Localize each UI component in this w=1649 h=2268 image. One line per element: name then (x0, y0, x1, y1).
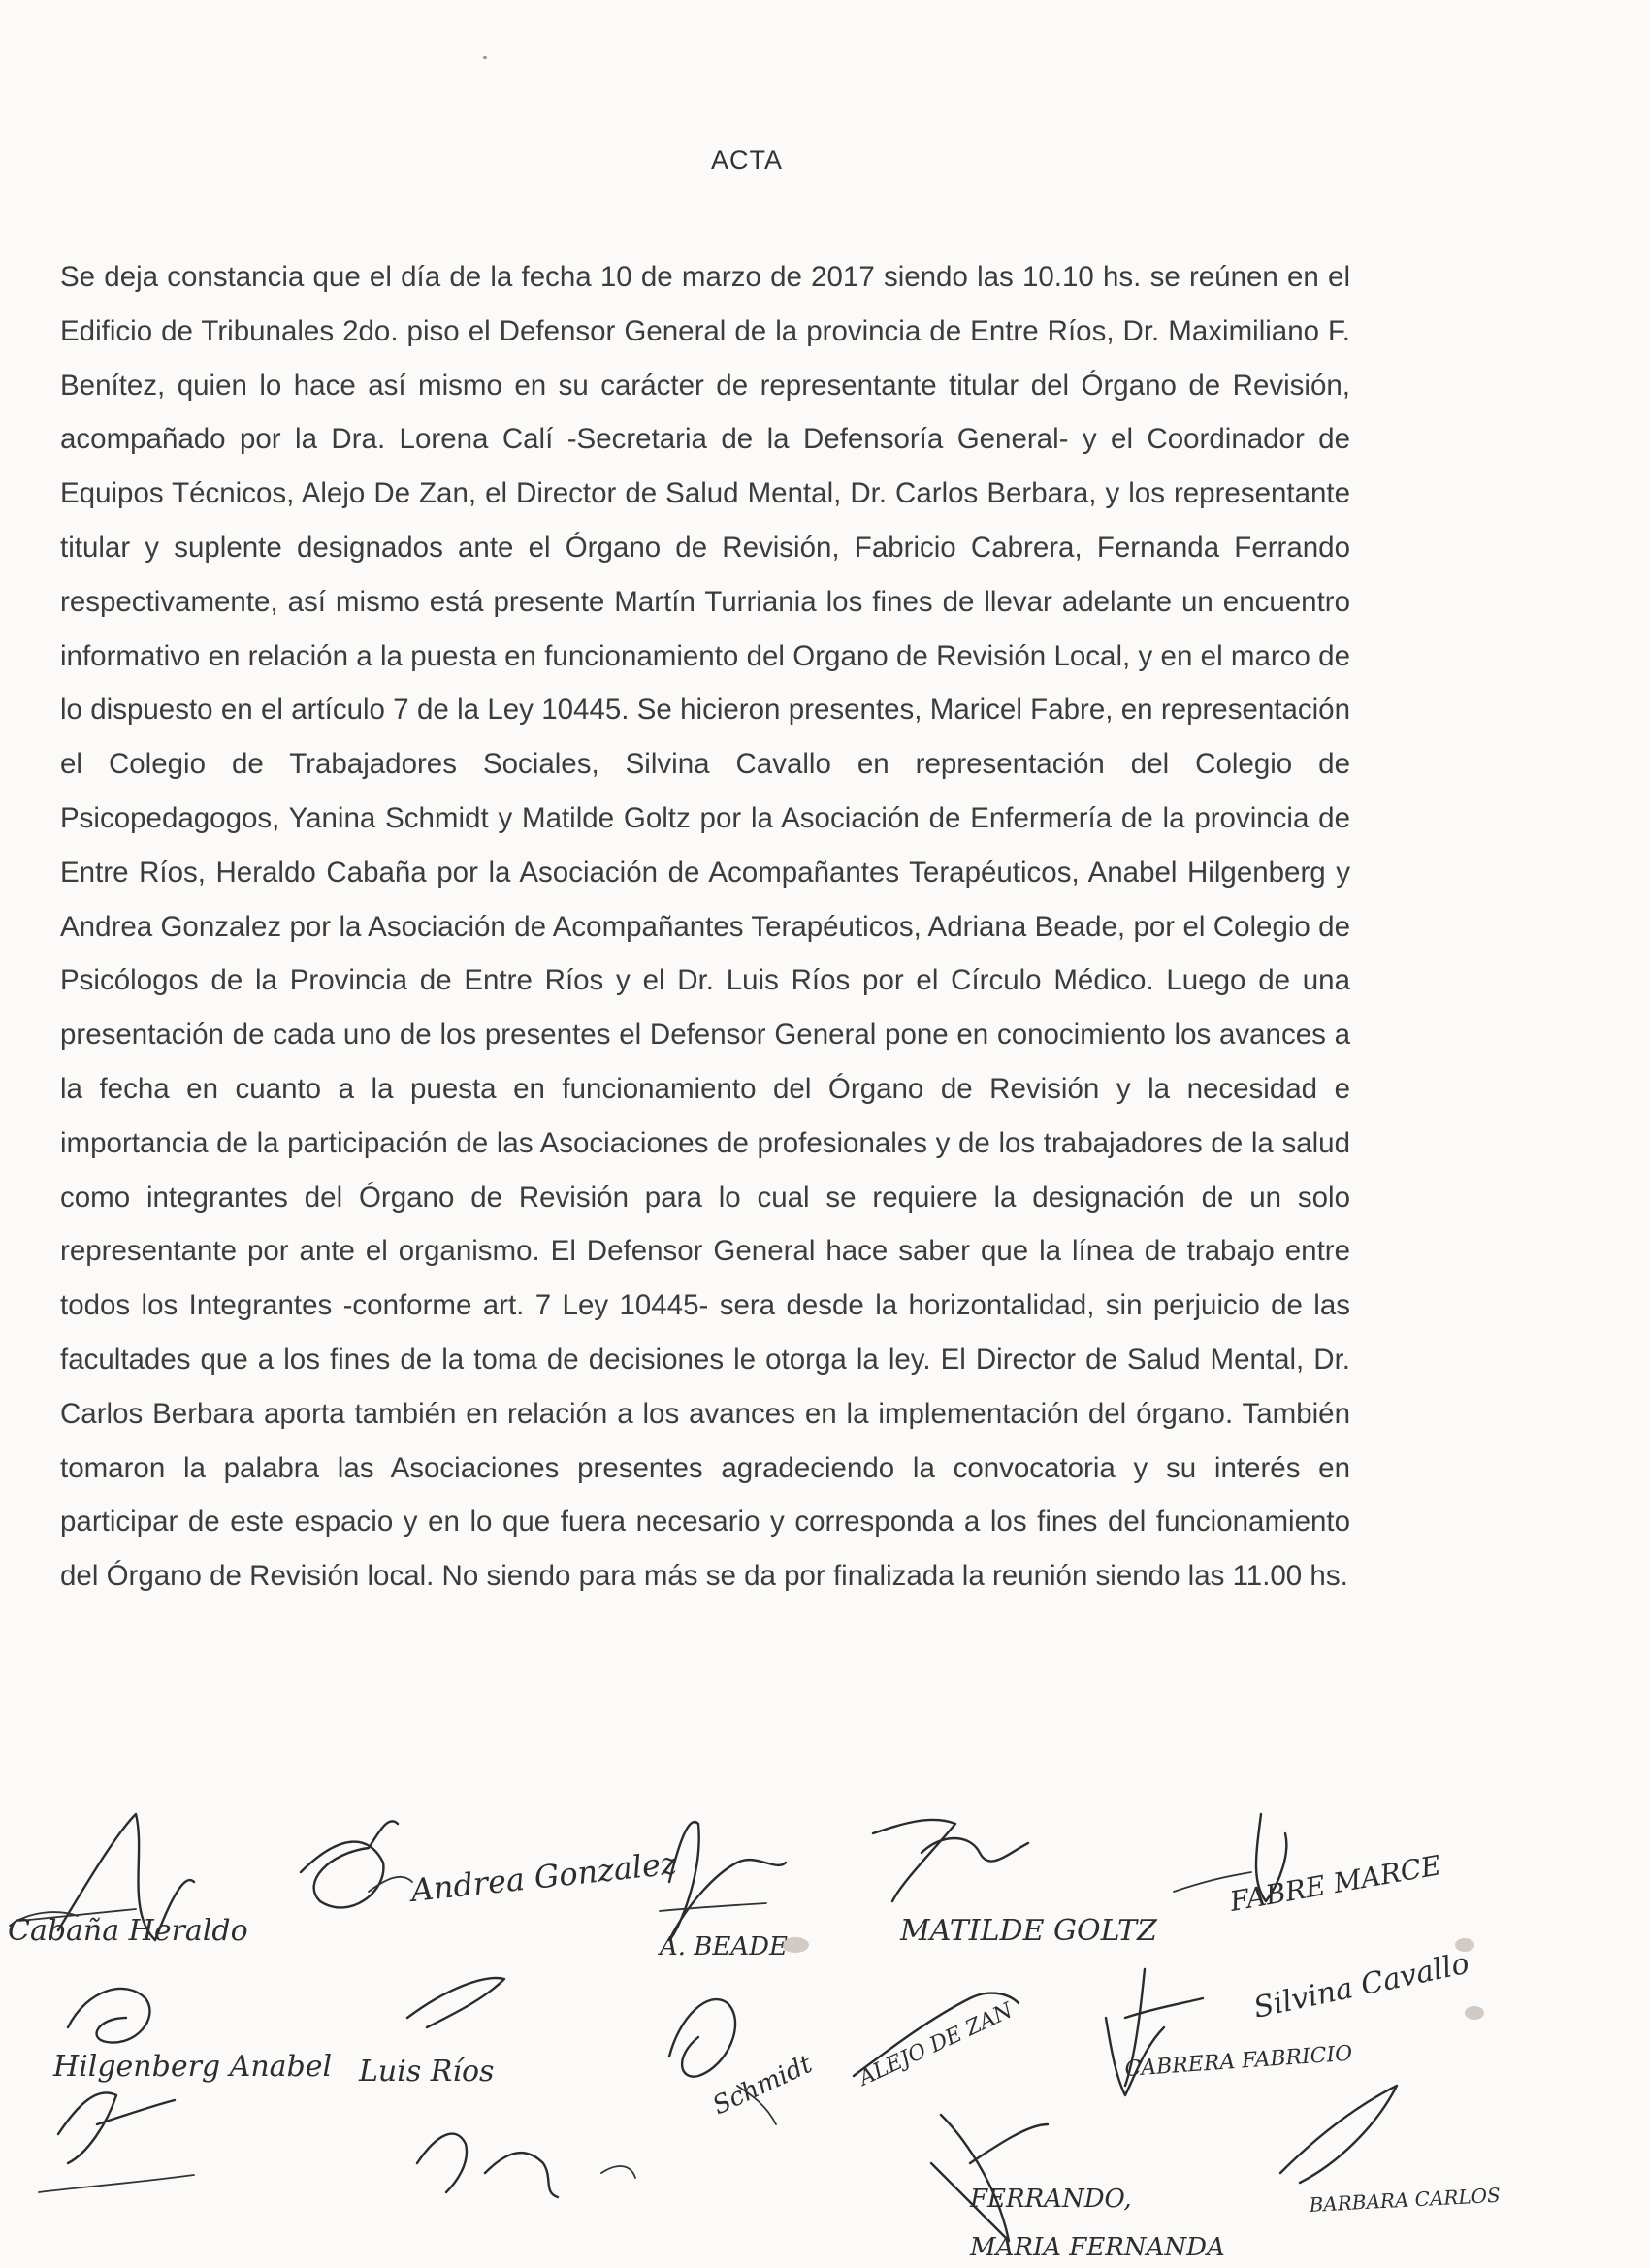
signature-de-zan (854, 1993, 1018, 2092)
signature-fabre (1174, 1814, 1443, 1918)
signature-beade (658, 1822, 788, 1961)
signature-label: Cabaña Heraldo (8, 1914, 248, 1948)
signature-schmidt (669, 1999, 817, 2124)
signature-cabana (8, 1814, 248, 1948)
signature-label: A. BEADE (660, 1932, 788, 1961)
signature-hilgenberg (39, 1989, 332, 2192)
document-body: Se deja constancia que el día de la fecha 10 de marzo de 2017 siendo las 10.10 hs. se reúnen en el Edificio de Tribunales 2do. piso el Defensor General de la provincia de Entre Ríos, Dr. Maximiliano F. Benítez, quien lo hace así mismo en su carácter de representante titular del Órgano de Revisión, acompañado por la Dra. Lorena Calí -Secretaria de la Defensoría General- y el Coordinador de Equipos Técnicos, Alejo De Zan, el Director de Salud Mental, Dr. Carlos Berbara, y los representante titular y suplente designados ante el Órgano de Revisión, Fabricio Cabrera, Fernanda Ferrando respectivamente, así mismo está presente Martín Turriania los fines de llevar adelante un encuentro informativo en relación a la puesta en funcionamiento del Organo de Revisión Local, y en el marco de lo dispuesto en el artículo 7 de la Ley 10445. Se hicieron presentes, Maricel Fabre, en representación el Colegio de Trabajadores Sociales, Silvina Cavallo en representación del Colegio de Psicopedagogos, Yanina Schmidt y Matilde Goltz por la Asociación de Enfermería de la provincia de Entre Ríos, Heraldo Cabaña por la Asociación de Acompañantes Terapéuticos, Anabel Hilgenberg y Andrea Gonzalez por la Asociación de Acompañantes Terapéuticos, Adriana Beade, por el Colegio de Psicólogos de la Provincia de Entre Ríos y el Dr. Luis Ríos por el Círculo Médico. Luego de una presentación de cada uno de los presentes el Defensor General pone en conocimiento los avances a la fecha en cuanto a la puesta en funcionamiento del Órgano de Revisión y la necesidad e importancia de la participación de las Asociaciones de profesionales y de los trabajadores de la salud como integrantes del Órgano de Revisión para lo cual se requiere la designación de un solo representante por ante el organismo. El Defensor General hace saber que la línea de trabajo entre todos los Integrantes -conforme art. 7 Ley 10445- sera desde la horizontalidad, sin perjuicio de las facultades que a los fines de la toma de decisiones le otorga la ley. El Director de Salud Mental, Dr. Carlos Berbara aporta también en relación a los avances en la implementación del órgano. También tomaron la palabra las Asociaciones presentes agradeciendo la convocatoria y su interés en participar de este espacio y en lo que fuera necesario y corresponda a los fines del funcionamiento del Órgano de Revisión local. No siendo para más se da por finalizada la reunión siendo las 11.00 hs. (60, 261, 1350, 1593)
signature-label: MARIA FERNANDA (970, 2233, 1225, 2262)
signature-label: BARBARA CARLOS (1309, 2183, 1502, 2217)
signature-label: Luis Ríos (359, 2055, 495, 2089)
signature-label: Silvina Cavallo (1250, 1946, 1472, 2025)
signature-gonzalez (301, 1821, 680, 1909)
signature-goltz (873, 1820, 1158, 1948)
signature-berbara (1280, 2086, 1501, 2217)
signature-label: MATILDE GOLTZ (900, 1914, 1157, 1948)
signature-label: Andrea Gonzalez (408, 1844, 679, 1909)
signature-label: ALEJO DE ZAN (855, 1998, 1017, 2091)
signature-rios (358, 1978, 635, 2197)
signatures-area (0, 1795, 1649, 2268)
document-title: ACTA (710, 146, 783, 175)
signature-ferrando (931, 2115, 1225, 2262)
signature-label: Schmidt (708, 2050, 817, 2122)
signature-label: Hilgenberg Anabel (53, 2050, 333, 2084)
signature-cabrera (1106, 2018, 1353, 2095)
signature-label: FABRE MARCE (1227, 1849, 1443, 1918)
scan-speck (483, 56, 487, 59)
signature-label: CABRERA FABRICIO (1123, 2041, 1354, 2082)
signature-label: FERRANDO, (970, 2185, 1132, 2214)
